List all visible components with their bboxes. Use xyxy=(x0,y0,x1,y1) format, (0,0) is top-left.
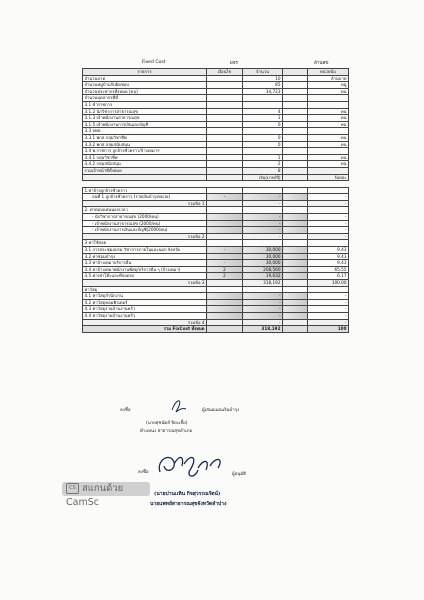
row-unit: หมู่ xyxy=(308,82,349,89)
header-right: ล้านสข xyxy=(314,61,329,66)
sign-label-1: ลงชื่อ xyxy=(120,408,131,413)
row-condition xyxy=(207,181,243,188)
table-row xyxy=(83,306,349,313)
row-extra xyxy=(283,134,308,141)
row-label: 3 ค่าใช้สอย xyxy=(83,240,207,247)
table-row xyxy=(83,273,349,280)
row-label: 4.2 ค่าวัสดุคอมพิวเตอร์ xyxy=(83,299,207,306)
table-row xyxy=(83,154,349,161)
row-condition xyxy=(207,293,243,300)
row-extra xyxy=(283,247,308,254)
header-mid: ผจร xyxy=(230,61,238,66)
fixed-cost-table xyxy=(82,68,349,333)
row-unit xyxy=(308,128,349,135)
row-extra xyxy=(283,154,308,161)
sheet-header xyxy=(82,58,348,68)
row-unit: 9.43 xyxy=(308,253,349,260)
signature-1-scribble xyxy=(168,396,190,416)
row-amount: 318,192 xyxy=(243,280,283,287)
row-condition: - xyxy=(207,247,243,254)
row-label: 3.1.3 เจ้าพนักงานสาธารณสุข xyxy=(83,115,207,122)
row-condition xyxy=(207,319,243,326)
row-amount: 10 xyxy=(243,75,283,82)
col-header-unit: หน่วยนับ xyxy=(308,69,349,76)
row-unit: ล้านบาท xyxy=(308,75,349,82)
row-amount: - xyxy=(243,233,283,240)
signature-1 xyxy=(120,406,320,414)
row-unit: - xyxy=(308,200,349,207)
row-label xyxy=(83,181,207,188)
camscanner-text: สแกนด้วย CamSc xyxy=(66,483,124,508)
row-condition xyxy=(207,101,243,108)
row-extra xyxy=(283,82,308,89)
row-amount: 4 xyxy=(243,108,283,115)
row-amount: 85 xyxy=(243,82,283,89)
row-label: รวมข้อ 4 xyxy=(83,319,207,326)
row-extra xyxy=(283,293,308,300)
row-label: จำนวนประชากรทั้งหมด (คน) xyxy=(83,88,207,95)
row-unit: - xyxy=(308,194,349,201)
row-unit: คน xyxy=(308,161,349,168)
row-amount: เงิน(บาท/ปี) xyxy=(243,174,283,181)
table-row xyxy=(83,75,349,82)
row-amount: 0 xyxy=(243,141,283,148)
table-row xyxy=(83,227,349,234)
table-row xyxy=(83,95,349,102)
row-label: รวมข้อ 1 xyxy=(83,200,207,207)
row-amount: 1 xyxy=(243,154,283,161)
table-row xyxy=(83,200,349,207)
row-amount: 8 xyxy=(243,167,283,174)
col-header-blank xyxy=(283,69,308,76)
row-extra xyxy=(283,101,308,108)
row-unit xyxy=(308,286,349,293)
row-label: 3.1 ข้าราชการ xyxy=(83,101,207,108)
row-unit xyxy=(308,181,349,188)
row-condition xyxy=(207,121,243,128)
row-extra xyxy=(283,319,308,326)
row-unit: 100 xyxy=(308,326,349,333)
row-condition xyxy=(207,200,243,207)
row-condition xyxy=(207,299,243,306)
row-unit: ร้อยละ xyxy=(308,174,349,181)
row-condition xyxy=(207,115,243,122)
row-extra xyxy=(283,253,308,260)
row-condition xyxy=(207,75,243,82)
row-label: - เจ้าพนักงานการเงินและบัญชี(2000/คน) xyxy=(83,227,207,234)
row-label: จำนวนบาท xyxy=(83,75,207,82)
row-extra xyxy=(283,306,308,313)
row-condition xyxy=(207,280,243,287)
row-unit: 65.55 xyxy=(308,266,349,273)
row-extra xyxy=(283,312,308,319)
signer-1-name: (นายสุชนัดส์ ปิยะเจี้ย) xyxy=(146,421,188,426)
row-extra xyxy=(283,95,308,102)
row-label: รวมข้อ 2 xyxy=(83,233,207,240)
row-extra xyxy=(283,200,308,207)
row-extra xyxy=(283,128,308,135)
row-condition xyxy=(207,128,243,135)
table-row xyxy=(83,148,349,155)
table-row xyxy=(83,88,349,95)
row-unit: - xyxy=(308,312,349,319)
table-row xyxy=(83,299,349,306)
row-label: 3.3 จพส. xyxy=(83,128,207,135)
table-row xyxy=(83,161,349,168)
row-amount: - xyxy=(243,194,283,201)
row-label: 3.4 ค่าจ้างเหมาพนักงานพัสดุ/บริการอื่น ๆ (จ้างเหมา) xyxy=(83,266,207,273)
table-row xyxy=(83,181,349,188)
row-extra xyxy=(283,207,308,214)
row-label: 3.3 ค่าจ้างเหมาบริการอื่น xyxy=(83,260,207,267)
row-unit: คน xyxy=(308,88,349,95)
row-condition xyxy=(207,88,243,95)
row-condition: - xyxy=(207,260,243,267)
row-unit: 9.43 xyxy=(308,247,349,254)
row-unit: 9.43 xyxy=(308,260,349,267)
row-unit xyxy=(308,167,349,174)
row-amount: 0 xyxy=(243,134,283,141)
table-row xyxy=(83,266,349,273)
table-row xyxy=(83,194,349,201)
table-row xyxy=(83,326,349,333)
col-header-cond: เงื่อนไข xyxy=(207,69,243,76)
row-amount xyxy=(243,207,283,214)
row-label: 3.5 ค่าเช่าโต๊ะและที่จอดรถ xyxy=(83,273,207,280)
table-row xyxy=(83,312,349,319)
table-row xyxy=(83,293,349,300)
row-extra xyxy=(283,233,308,240)
row-amount: - xyxy=(243,214,283,221)
header-left: Fixed Cost xyxy=(142,60,166,65)
row-label: 3.2 ค่าซ่อมบำรุง xyxy=(83,253,207,260)
signer-1-position: ตำแหน่ง สาธารณสุขอำเภอ xyxy=(140,429,193,434)
row-amount xyxy=(243,286,283,293)
row-label: 3.3.1 พกส.กลุ่มวิชาชีพ xyxy=(83,134,207,141)
row-amount xyxy=(243,187,283,194)
row-label: 3.1 การประชุมอบรม วิชาการภายในและนอก จังหวัด xyxy=(83,247,207,254)
row-extra xyxy=(283,220,308,227)
sign-role-1: ผู้เสนอแผนเงินบำรุง xyxy=(202,408,240,413)
row-condition xyxy=(207,141,243,148)
row-amount xyxy=(243,101,283,108)
row-condition xyxy=(207,286,243,293)
row-extra xyxy=(283,273,308,280)
row-extra xyxy=(283,260,308,267)
row-amount: - xyxy=(243,200,283,207)
signer-2-position: นายแพทย์สาธารณสุขจังหวัดลำปาง xyxy=(150,501,227,507)
row-condition xyxy=(207,154,243,161)
table-row xyxy=(83,286,349,293)
sign-label-2: ลงชื่อ xyxy=(138,470,149,475)
table-row xyxy=(83,253,349,260)
row-amount: 34,723 xyxy=(243,88,283,95)
table-row xyxy=(83,82,349,89)
row-extra xyxy=(283,181,308,188)
row-amount xyxy=(243,128,283,135)
row-condition xyxy=(207,240,243,247)
row-amount xyxy=(243,95,283,102)
row-label: 4.1 ค่าวัสดุสำนักงาน xyxy=(83,293,207,300)
row-amount: 19,632 xyxy=(243,273,283,280)
table-body xyxy=(83,75,349,332)
row-condition xyxy=(207,207,243,214)
row-label: 4.4 ค่าวัสดุงานบ้านงานครัว xyxy=(83,312,207,319)
row-amount: 30,000 xyxy=(243,247,283,254)
row-label: 2. ค่าตอบแทนนอกเวลา xyxy=(83,207,207,214)
table-row xyxy=(83,240,349,247)
row-label: จำนวนบุคลากรที่มี xyxy=(83,95,207,102)
row-amount: - xyxy=(243,306,283,313)
row-label: 3.4.2 กลุ่มสนับสนุน xyxy=(83,161,207,168)
row-extra xyxy=(283,115,308,122)
row-amount: 0 xyxy=(243,121,283,128)
table-row xyxy=(83,141,349,148)
row-unit: 100.00 xyxy=(308,280,349,287)
row-label: 1.ค่าจ้างลูกจ้างชั่วคราว xyxy=(83,187,207,194)
table-row xyxy=(83,121,349,128)
row-unit: คน xyxy=(308,115,349,122)
row-condition xyxy=(207,95,243,102)
signer-2-name: (นายปานเเทิน กิจสุวรรณรัตน์) xyxy=(154,491,221,497)
row-unit: - xyxy=(308,227,349,234)
signature-2-scribble xyxy=(154,446,226,484)
row-label: ลนที่ 1 ลูกจ้างชั่วคราว (รายเงินบำรุงหน่วย) xyxy=(83,194,207,201)
row-condition xyxy=(207,227,243,234)
row-amount: 1 xyxy=(243,115,283,122)
row-amount: - xyxy=(243,299,283,306)
row-extra xyxy=(283,299,308,306)
row-unit: - xyxy=(308,293,349,300)
row-amount: - xyxy=(243,220,283,227)
table-row xyxy=(83,167,349,174)
table-row xyxy=(83,233,349,240)
row-unit xyxy=(308,240,349,247)
row-condition xyxy=(207,187,243,194)
row-amount: 208,560 xyxy=(243,266,283,273)
row-condition: 2 xyxy=(207,273,243,280)
row-unit: - xyxy=(308,214,349,221)
table-row xyxy=(83,174,349,181)
row-label: จำนวนหมู่บ้านรับผิดชอบ xyxy=(83,82,207,89)
cost-sheet xyxy=(82,58,348,333)
row-condition xyxy=(207,167,243,174)
row-unit xyxy=(308,187,349,194)
row-condition xyxy=(207,108,243,115)
table-row xyxy=(83,115,349,122)
row-amount xyxy=(243,181,283,188)
row-amount: 318,192 xyxy=(243,326,283,333)
row-extra xyxy=(283,326,308,333)
row-amount: - xyxy=(243,227,283,234)
camscanner-logo-icon: CS xyxy=(66,483,79,494)
row-unit xyxy=(308,95,349,102)
row-label: 3.3.2 พกส.กลุ่มสนับสนุน xyxy=(83,141,207,148)
row-unit: - xyxy=(308,233,349,240)
row-condition xyxy=(207,214,243,221)
row-extra xyxy=(283,121,308,128)
row-unit: คน xyxy=(308,121,349,128)
row-extra xyxy=(283,161,308,168)
row-label: 4.3 ค่าวัสดุงานบ้านงานครัว xyxy=(83,306,207,313)
table-header-row xyxy=(83,69,349,76)
signature-block xyxy=(120,406,320,414)
sign-role-2: ผู้อนุมัติ xyxy=(232,472,246,477)
table-row xyxy=(83,101,349,108)
row-amount: 30,000 xyxy=(243,260,283,267)
row-condition xyxy=(207,174,243,181)
table-row xyxy=(83,220,349,227)
row-amount: 2 xyxy=(243,161,283,168)
table-row xyxy=(83,214,349,221)
row-label: 3.4 พ.ราชการ ลูกจ้างชั่วคราว/จ้างเหมาฯ xyxy=(83,148,207,155)
row-condition xyxy=(207,326,243,333)
row-extra xyxy=(283,286,308,293)
row-amount: 30,000 xyxy=(243,253,283,260)
row-extra xyxy=(283,108,308,115)
table-row xyxy=(83,187,349,194)
row-unit xyxy=(308,101,349,108)
row-condition: 2 xyxy=(207,266,243,273)
row-extra xyxy=(283,214,308,221)
row-label: รวม FixCost ทั้งหมด xyxy=(83,326,207,333)
row-extra xyxy=(283,227,308,234)
row-unit: - xyxy=(308,319,349,326)
table-row xyxy=(83,280,349,287)
row-condition xyxy=(207,312,243,319)
table-row xyxy=(83,128,349,135)
row-unit: คน xyxy=(308,134,349,141)
table-row xyxy=(83,260,349,267)
row-condition xyxy=(207,220,243,227)
row-unit: คน xyxy=(308,108,349,115)
row-unit: - xyxy=(308,306,349,313)
row-amount: - xyxy=(243,312,283,319)
row-unit xyxy=(308,207,349,214)
row-label: 3.4.1 กลุ่มวิชาชีพ xyxy=(83,154,207,161)
row-amount xyxy=(243,148,283,155)
row-unit: - xyxy=(308,299,349,306)
row-label: 3.1.2 นักวิชาการสาธารณสุข xyxy=(83,108,207,115)
row-extra xyxy=(283,187,308,194)
row-label: 3.1.5 เจ้าพนักงานการเงินและบัญชี xyxy=(83,121,207,128)
table-row xyxy=(83,319,349,326)
row-label: - นักวิชาการสาธารณสุข (2000/คน) xyxy=(83,214,207,221)
row-amount: - xyxy=(243,293,283,300)
row-amount: - xyxy=(243,319,283,326)
row-unit: คน xyxy=(308,154,349,161)
row-extra xyxy=(283,88,308,95)
row-extra xyxy=(283,167,308,174)
table-row xyxy=(83,108,349,115)
col-header-amount: จำนวน xyxy=(243,69,283,76)
row-condition xyxy=(207,82,243,89)
table-row xyxy=(83,207,349,214)
row-label: รวมเจ้าหน้าที่ทั้งหมด xyxy=(83,167,207,174)
camscanner-watermark xyxy=(62,482,150,508)
row-label: ค่าวัสดุ xyxy=(83,286,207,293)
row-label: - เจ้าพนักงานสาธารณสุข (2000/คน) xyxy=(83,220,207,227)
row-unit: - xyxy=(308,220,349,227)
row-extra xyxy=(283,194,308,201)
row-condition xyxy=(207,134,243,141)
col-header-item: รายการ xyxy=(83,69,207,76)
row-condition xyxy=(207,306,243,313)
row-extra xyxy=(283,141,308,148)
table-row xyxy=(83,134,349,141)
table-row xyxy=(83,247,349,254)
row-condition xyxy=(207,161,243,168)
row-unit xyxy=(308,148,349,155)
row-extra xyxy=(283,148,308,155)
row-unit: 6.17 xyxy=(308,273,349,280)
row-condition xyxy=(207,148,243,155)
row-extra xyxy=(283,280,308,287)
row-label xyxy=(83,174,207,181)
row-extra xyxy=(283,174,308,181)
row-extra xyxy=(283,240,308,247)
row-extra xyxy=(283,266,308,273)
row-condition xyxy=(207,233,243,240)
row-condition: - xyxy=(207,194,243,201)
row-extra xyxy=(283,75,308,82)
row-amount xyxy=(243,240,283,247)
row-unit: คน xyxy=(308,141,349,148)
row-condition xyxy=(207,253,243,260)
row-label: รวมข้อ 3 xyxy=(83,280,207,287)
